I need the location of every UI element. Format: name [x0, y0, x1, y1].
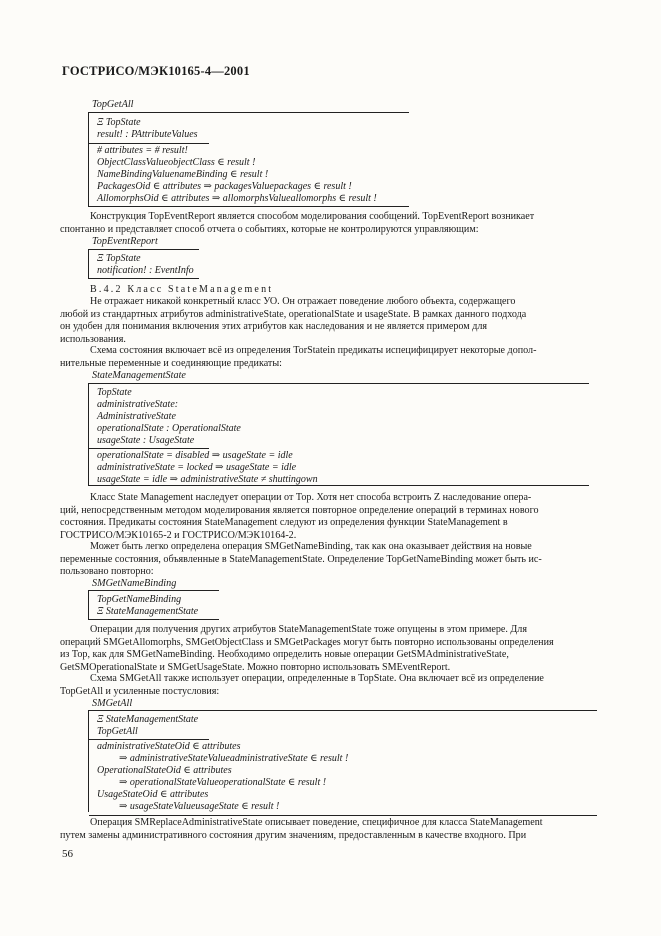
text-line: Схема SMGetAll также использует операции, определенные в TopState. Она включает всё из определение [90, 673, 544, 684]
text-line: Операция SMReplaceAdministrativeState описывает поведение, специфичное для класса StateManagement [90, 817, 543, 828]
schema-box-smgetnamebinding [88, 590, 219, 620]
schema-decl: notification! : EventInfo [97, 265, 194, 276]
schema-box-statemanagementstate [88, 383, 589, 486]
schema-predicate: PackagesOid ∈ attributes ⇒ packagesValuepackages ∈ result ! [97, 181, 352, 192]
schema-predicate: ⇒ operationalStateValueoperationalState ∈ result ! [119, 777, 327, 788]
schema-predicate: # attributes = # result! [97, 145, 188, 156]
schema-decl: Ξ StateManagementState [97, 606, 199, 617]
schema-predicate: ⇒ administrativeStateValueadministrativeState ∈ result ! [119, 753, 349, 764]
text-line: операций SMGetAllomorphs, SMGetObjectClass и SMGetPackages могут быть повторно использованы определения [60, 636, 554, 648]
schema-name-topgetall: TopGetAll [92, 99, 134, 110]
schema-predicate: usageState = idle ⇒ administrativeState ≠ shuttingown [97, 474, 318, 485]
schema-box-topgetall [88, 112, 409, 207]
paragraph [60, 296, 598, 346]
schema-predicate: ObjectClassValueobjectClass ∈ result ! [97, 157, 256, 168]
text-line: Схема состояния включает всё из определения TorStatein предикаты испецифицирует некоторые допол- [90, 345, 537, 356]
text-line: нительные переменные и соединяющие предикаты: [60, 357, 282, 369]
schema-predicate: administrativeStateOid ∈ attributes [97, 741, 241, 752]
text-line: Конструкция TopEventReport является способом моделирования сообщений. TopEventReport возникает [90, 211, 535, 222]
schema-decl: administrativeState: [97, 399, 179, 410]
schema-predicate: ⇒ usageStateValueusageState ∈ result ! [119, 801, 280, 812]
text-line: пользовано повторно: [60, 566, 154, 577]
text-line: GetSMOperationalState и SMGetUsageState. Можно повторно использовать SMEventReport. [60, 661, 451, 673]
text-line: использования. [60, 333, 126, 345]
paragraph [60, 624, 598, 674]
paragraph [60, 492, 598, 542]
section-heading: B.4.2 Класс StateManagement [90, 284, 274, 295]
schema-decl: TopState [97, 387, 132, 398]
schema-name-smgetall: SMGetAll [92, 698, 133, 709]
schema-name-smgetnamebinding: SMGetNameBinding [92, 578, 177, 589]
text-line: любой из стандартных атрибутов administrativeState, operationalState и usageState. В рамках данного подхода [60, 308, 527, 320]
text-line: ций, непосредственным методом моделирования является повторное определение операций в терминах нового [60, 504, 539, 516]
schema-decl: Ξ StateManagementState [97, 714, 199, 725]
paragraph [60, 345, 598, 370]
text-line: TopGetAll и усиленные постусловия: [60, 685, 220, 697]
paragraph [60, 673, 598, 698]
schema-decl: operationalState : OperationalState [97, 423, 241, 434]
schema-predicate: UsageStateOid ∈ attributes [97, 789, 209, 800]
text-line: Операции для получения других атрибутов StateManagementState тоже опущены в этом примере. Для [90, 624, 527, 635]
schema-predicate: NameBindingValuenameBinding ∈ result ! [97, 169, 269, 180]
schema-predicate: operationalState = disabled ⇒ usageState = idle [97, 450, 293, 461]
schema-decl: result! : PAttributeValues [97, 129, 198, 140]
schema-box-topeventreport [88, 249, 199, 279]
text-line: Может быть легко определена операция SMGetNameBinding, так как она оказывает действия на новые [90, 541, 532, 552]
page-number: 56 [62, 848, 73, 860]
text-line: Не отражает никакой конкретный класс УО. Он отражает поведение любого объекта, содержащего [90, 296, 516, 307]
document-header: ГОСТРИСО/МЭК10165-4—2001 [62, 64, 250, 78]
schema-predicate: OperationalStateOid ∈ attributes [97, 765, 232, 776]
schema-name-topeventreport: TopEventReport [92, 236, 158, 247]
text-line: ГОСТРИСО/МЭК10165-2 и ГОСТРИСО/МЭК10164-2. [60, 529, 297, 541]
schema-decl: usageState : UsageState [97, 435, 195, 446]
text-line: переменные состояния, объявленные в StateManagementState. Определение TopGetNameBinding может быть ис- [60, 553, 542, 565]
schema-decl: TopGetAll [97, 726, 138, 737]
schema-predicate: AllomorphsOid ∈ attributes ⇒ allomorphsValueallomorphs ∈ result ! [97, 193, 377, 204]
schema-decl: Ξ TopState [97, 117, 141, 128]
schema-decl: AdministrativeState [97, 411, 176, 422]
text-line: он удобен для понимания включения этих атрибутов как наследования и не является примером для [60, 321, 488, 332]
schema-decl: Ξ TopState [97, 253, 141, 264]
paragraph [60, 211, 598, 236]
schema-box-smgetall [88, 710, 597, 812]
text-line: состояния. Предикаты состояния StateManagement следуют из определения функции StateManagement в [60, 517, 508, 528]
text-line: из Top, как для SMGetNameBinding. Необходимо определить новые операции GetSMAdministrativeState, [60, 649, 509, 660]
schema-decl: TopGetNameBinding [97, 594, 182, 605]
text-line: спонтанно и представляет способ отчета о событиях, которые не контролируются управляющим: [60, 223, 479, 235]
paragraph [60, 541, 598, 579]
schema-predicate: administrativeState = locked ⇒ usageState = idle [97, 462, 297, 473]
text-line: путем замены административного состояния другим значениям, предоставленным в качестве входного. При [60, 829, 527, 841]
paragraph [60, 817, 598, 842]
schema-name-statemanagementstate: StateManagementState [92, 370, 186, 381]
text-line: Класс State Management наследует операции от Top. Хотя нет способа встроить Z наследование опера- [90, 492, 532, 503]
